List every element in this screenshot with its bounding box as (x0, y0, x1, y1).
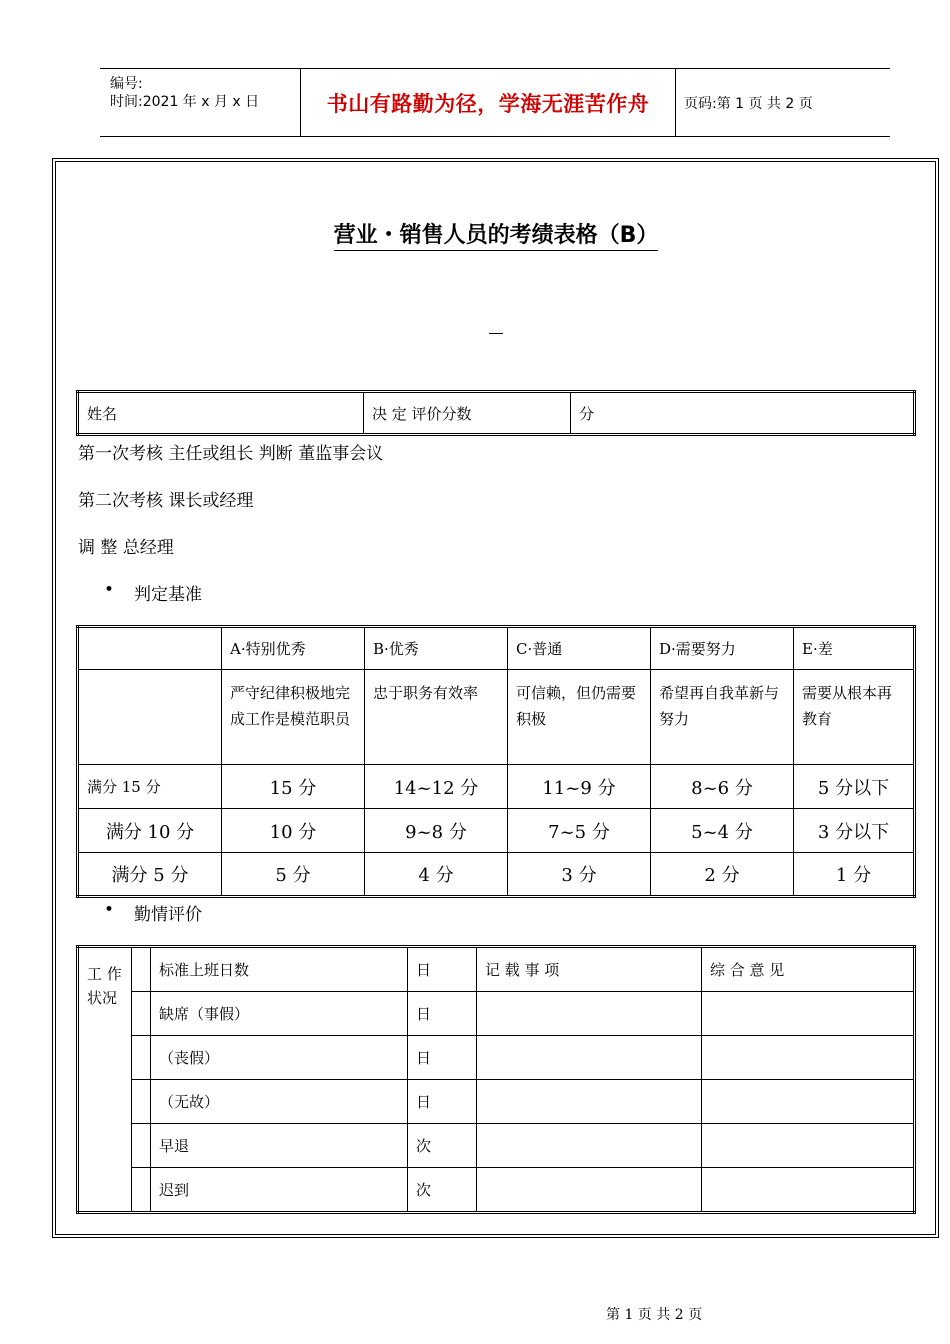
doc-number-label: 编号: (110, 76, 143, 92)
score-cell: 3 分以下 (794, 809, 915, 853)
attendance-unit: 次 (408, 1168, 477, 1213)
document-title: 营业・销售人员的考绩表格（B） (52, 218, 940, 249)
score-cell: 10 分 (222, 809, 365, 853)
opinion-cell (702, 1080, 915, 1124)
record-cell (477, 1080, 702, 1124)
opinion-cell (702, 992, 915, 1036)
score-cell: 5 分以下 (794, 765, 915, 809)
attendance-unit: 日 (408, 1080, 477, 1124)
motto: 书山有路勤为径，学海无涯苦作舟 (326, 91, 650, 116)
criteria-header-cell: D·需要努力 (651, 627, 794, 670)
score-cell: 11~9 分 (508, 765, 651, 809)
title-dash (489, 333, 503, 334)
blank-cell (132, 1080, 151, 1124)
attendance-unit: 日 (408, 947, 477, 992)
score-cell: 9~8 分 (365, 809, 508, 853)
criteria-desc-cell: 需要从根本再教育 (794, 670, 915, 765)
review-line-3: 调 整 总经理 (78, 538, 174, 558)
score-cell: 3 分 (508, 853, 651, 897)
header-meta (100, 69, 301, 136)
row-label: 满分 5 分 (78, 853, 222, 897)
attendance-item: （无故） (151, 1080, 408, 1124)
section-attendance-heading: • 勤情评价 (104, 900, 202, 925)
table-row (78, 1036, 915, 1080)
blank-cell (132, 1168, 151, 1213)
record-cell (477, 992, 702, 1036)
criteria-header-cell: E·差 (794, 627, 915, 670)
criteria-table (76, 625, 916, 898)
attendance-item: （丧假） (151, 1036, 408, 1080)
table-row (78, 1124, 915, 1168)
score-cell: 8~6 分 (651, 765, 794, 809)
attendance-unit: 日 (408, 1036, 477, 1080)
criteria-desc-cell: 忠于职务有效率 (365, 670, 508, 765)
score-cell: 15 分 (222, 765, 365, 809)
score-cell: 1 分 (794, 853, 915, 897)
table-row (78, 853, 915, 897)
score-cell: 5 分 (222, 853, 365, 897)
score-cell: 5~4 分 (651, 809, 794, 853)
score-cell: 7~5 分 (508, 809, 651, 853)
record-cell (477, 1036, 702, 1080)
criteria-header-cell: C·普通 (508, 627, 651, 670)
attendance-unit: 日 (408, 992, 477, 1036)
criteria-desc-cell: 严守纪律积极地完成工作是模范职员 (222, 670, 365, 765)
criteria-header-cell (78, 627, 222, 670)
info-table (76, 390, 916, 436)
criteria-header-cell: B·优秀 (365, 627, 508, 670)
criteria-desc-cell: 可信赖，但仍需要积极 (508, 670, 651, 765)
blank-cell (132, 947, 151, 992)
page-info: 页码:第 1 页 共 2 页 (684, 95, 813, 112)
opinion-cell (702, 1036, 915, 1080)
blank-cell (132, 1036, 151, 1080)
blank-cell (132, 992, 151, 1036)
table-row (78, 809, 915, 853)
table-row (78, 1168, 915, 1213)
score-cell: 2 分 (651, 853, 794, 897)
name-label: 姓名 (78, 392, 364, 435)
table-row (78, 992, 915, 1036)
criteria-description-row (78, 670, 915, 765)
section-criteria-heading: • 判定基准 (104, 580, 202, 605)
row-label: 满分 15 分 (78, 765, 222, 809)
table-row (78, 1080, 915, 1124)
review-line-2: 第二次考核 课长或经理 (78, 491, 254, 511)
criteria-desc-cell (78, 670, 222, 765)
review-line-1: 第一次考核 主任或组长 判断 董监事会议 (78, 444, 384, 464)
blank-cell (132, 1124, 151, 1168)
criteria-header-cell: A·特别优秀 (222, 627, 365, 670)
doc-date: 时间:2021 年 x 月 x 日 (110, 94, 260, 110)
page-footer: 第 1 页 共 2 页 (606, 1307, 703, 1323)
criteria-header-row (78, 627, 915, 670)
attendance-item: 标准上班日数 (151, 947, 408, 992)
attendance-item: 缺席（事假） (151, 992, 408, 1036)
attendance-header-row (78, 947, 915, 992)
table-row (78, 765, 915, 809)
opinion-cell (702, 1124, 915, 1168)
header-motto-cell (301, 69, 676, 136)
score-cell: 4 分 (365, 853, 508, 897)
criteria-desc-cell: 希望再自我革新与努力 (651, 670, 794, 765)
opinion-header: 综 合 意 见 (702, 947, 915, 992)
score-cell: 14~12 分 (365, 765, 508, 809)
work-status-label: 工 作 状况 (78, 947, 132, 1213)
header-page-cell (676, 69, 890, 136)
row-label: 满分 10 分 (78, 809, 222, 853)
decision-label: 决 定 评价分数 (364, 392, 571, 435)
attendance-unit: 次 (408, 1124, 477, 1168)
record-cell (477, 1168, 702, 1213)
score-unit: 分 (571, 392, 915, 435)
attendance-item: 早退 (151, 1124, 408, 1168)
attendance-table (76, 945, 916, 1214)
record-header: 记 载 事 项 (477, 947, 702, 992)
attendance-item: 迟到 (151, 1168, 408, 1213)
record-cell (477, 1124, 702, 1168)
opinion-cell (702, 1168, 915, 1213)
page-header (100, 68, 890, 137)
